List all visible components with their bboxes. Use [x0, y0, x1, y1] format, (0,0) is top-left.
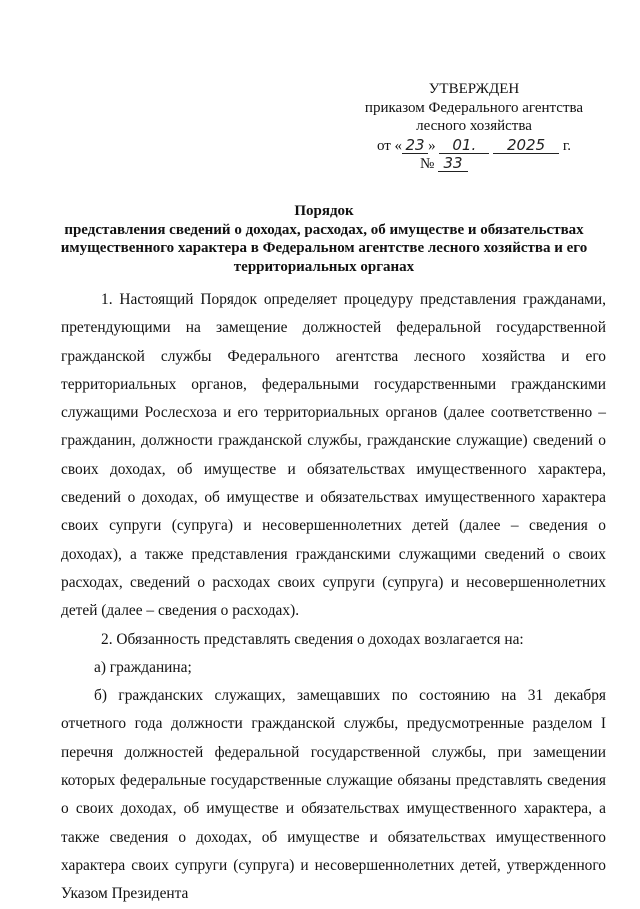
heading-title: Порядок: [294, 203, 354, 219]
date-month: 01.: [439, 137, 489, 154]
paragraph-2: 2. Обязанность представлять сведения о доходах возлагается на:: [101, 630, 524, 648]
approval-date-line: [356, 137, 592, 156]
date-day: 23: [402, 137, 428, 154]
approval-title: УТВЕРЖДЕН: [428, 81, 520, 97]
paragraph-1: 1. Настоящий Порядок определяет процедуру представления гражданами, претендующими на замещение должностей федеральной государственной гражданской службы Федерального агентства лесного хозяйства и его территориальных органов, федеральными государственными гражданскими служащими Рослесхоза и его территориальных органов (далее соответственно – гражданин, должности гражданской службы, гражданские служащие) сведений о своих доходах, об имуществе и обязательствах имущественного характера, сведений о доходах, об имуществе и обязательствах имущественного характера своих супруги (супруга) и несовершеннолетних детей (далее – сведения о доходах), а также представления гражданскими служащими сведений о своих расходах, сведений о расходах своих супруги (супруга) и несовершеннолетних детей (далее – сведения о расходах).: [61, 291, 606, 620]
approval-agency-line: лесного хозяйства: [416, 118, 532, 134]
paragraph-item-a: а) гражданина;: [94, 658, 192, 676]
heading-subtitle: представления сведений о доходах, расходах, об имуществе и обязательствах имущественного характера в Федеральном агентстве лесного хозяйства и его территориальных органах: [60, 221, 588, 275]
approval-order-line: приказом Федерального агентства: [364, 99, 584, 116]
document-body: [61, 286, 606, 909]
date-prefix: от «: [376, 137, 403, 154]
date-year: 2025: [493, 137, 559, 154]
order-number: 33: [438, 155, 468, 172]
approval-stamp: [356, 80, 592, 174]
date-mid: »: [428, 137, 436, 154]
document-heading: [50, 202, 598, 276]
date-suffix: г.: [562, 137, 572, 154]
approval-number-line: [420, 155, 592, 174]
paragraph-item-b: б) гражданских служащих, замещавших по состоянию на 31 декабря отчетного года должности гражданской службы, предусмотренные разделом I перечня должностей федеральной государственной службы, при замещении которых федеральные государственные служащие обязаны представлять сведения о своих доходах, об имуществе и обязательствах имущественного характера, а также сведения о доходах, об имуществе и обязательствах имущественного характера своих супруги (супруга) и несовершеннолетних детей, утвержденного Указом Президента: [61, 687, 606, 903]
number-prefix: №: [420, 156, 435, 172]
